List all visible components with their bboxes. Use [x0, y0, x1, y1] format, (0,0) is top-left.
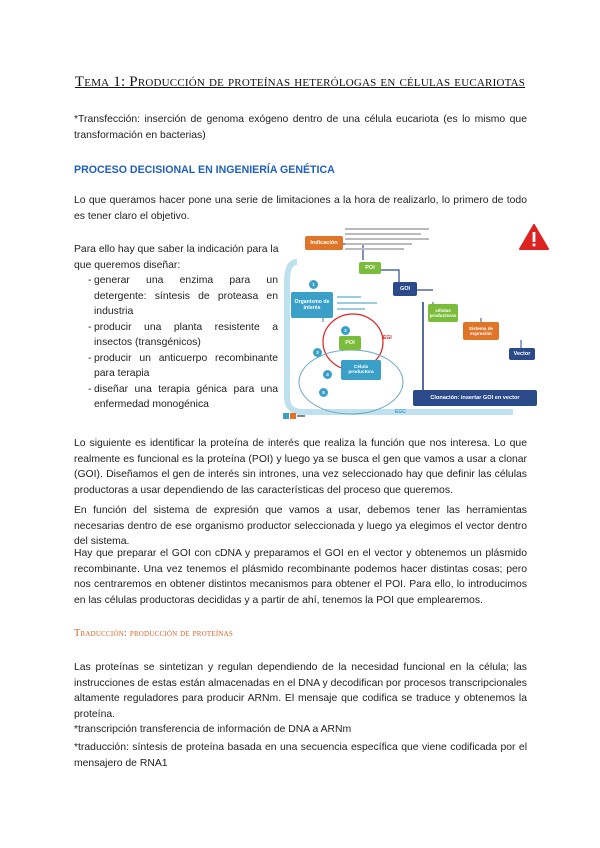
proteinas-paragraph: Las proteínas se sintetizan y regulan dependiendo de la necesidad funcional en la célula; las instrucciones de estas están almacenadas en el DNA y decodifican por procesos transcripcionales altamente reguladores para producir ARNm. El mensaje que codifica se traduce y obtenemos la proteína.	[74, 662, 527, 720]
section-heading: PROCESO DECISIONAL EN INGENIERÍA GENÉTICA	[74, 164, 335, 176]
poi-box: POI	[359, 262, 381, 274]
celula-productora-box: Célula productora	[341, 360, 381, 380]
source-logo	[283, 412, 305, 422]
sistema-expresion-box: Sistema de expresión	[463, 322, 499, 340]
egc-label: EGC	[395, 409, 406, 415]
egi-label: EGI	[383, 335, 392, 341]
intro-paragraph: Lo que queramos hacer pone una serie de limitaciones a la hora de realizarlo, lo primero de todo es tener claro el objetivo.	[74, 195, 527, 222]
subheading-traduccion: Traducción: producción de proteínas	[74, 628, 233, 639]
poi-paragraph: Lo siguiente es identificar la proteína de interés que realiza la función que nos interesa. Lo que realmente es funcional es la proteína (POI) y luego ya se busca el gen que vamos a usar a clonar (GOI). Diseñamos el gen de interés sin intrones, una vez seleccionado hay que definir las células productoras a usar dependiendo de las características del proceso que queremos.	[74, 438, 527, 496]
poi-inner-box: POI	[339, 336, 361, 350]
step-circle: 4	[323, 370, 332, 379]
indicacion-box: Indicación	[305, 236, 343, 250]
clonacion-box: Clonación: insertar GOI en vector	[413, 390, 537, 406]
step-circle: 5	[319, 388, 328, 397]
step-circle: 2	[341, 326, 350, 335]
list-intro: Para ello hay que saber la indicación para la que queremos diseñar:	[74, 244, 279, 271]
transcripcion-definition: *transcripción transferencia de información de DNA a ARNm	[74, 724, 352, 735]
list-item: - producir un anticuerpo recombinante para terapia	[74, 351, 278, 382]
organismo-note	[337, 296, 377, 310]
page-title: Tema 1: Producción de proteínas heterólogas en células eucariotas	[74, 74, 526, 90]
traduccion-definition: *traducción: síntesis de proteína basada en una secuencia específica que viene codificada por el mensajero de RNA1	[74, 742, 527, 769]
step-circle: 3	[313, 348, 322, 357]
organismo-box: Organismo de interés	[291, 292, 333, 318]
list-item: - diseñar una terapia génica para una enfermedad monogénica	[74, 382, 278, 413]
celulas-productoras-box: células productoras	[428, 304, 458, 322]
vector-box: Vector	[509, 348, 535, 360]
decision-process-diagram	[283, 222, 551, 422]
goi-box: GOI	[393, 282, 417, 296]
list-item: - generar una enzima para un detergente: síntesis de proteasa en industria	[74, 273, 278, 320]
indication-list	[74, 273, 278, 413]
transfeccion-definition: *Transfección: inserción de genoma exógeno dentro de una célula eucariota (es lo mismo que transformación en bacterias)	[74, 114, 527, 141]
list-item: - producir una planta resistente a insectos (transgénicos)	[74, 320, 278, 351]
sistema-paragraph: En función del sistema de expresión que vamos a usar, debemos tener las herramientas necesarias dentro de ese organismo productor seleccionada y luego ya elegimos el vector dentro del sistema.	[74, 505, 527, 547]
indicacion-note	[345, 228, 429, 250]
step-circle: 1	[309, 280, 318, 289]
goi-paragraph: Hay que preparar el GOI con cDNA y preparamos el GOI en el vector y obtenemos un plásmido recombinante. Una vez tenemos el plásmido recombinante podemos hacer distintas cosas; pero nos centraremos en obtener distintos mecanismos para obtener el POI. Para ello, lo introducimos en las células productoras decididas y a partir de ahí, tenemos la POI que emplearemos.	[74, 548, 527, 606]
warning-icon	[519, 224, 549, 250]
